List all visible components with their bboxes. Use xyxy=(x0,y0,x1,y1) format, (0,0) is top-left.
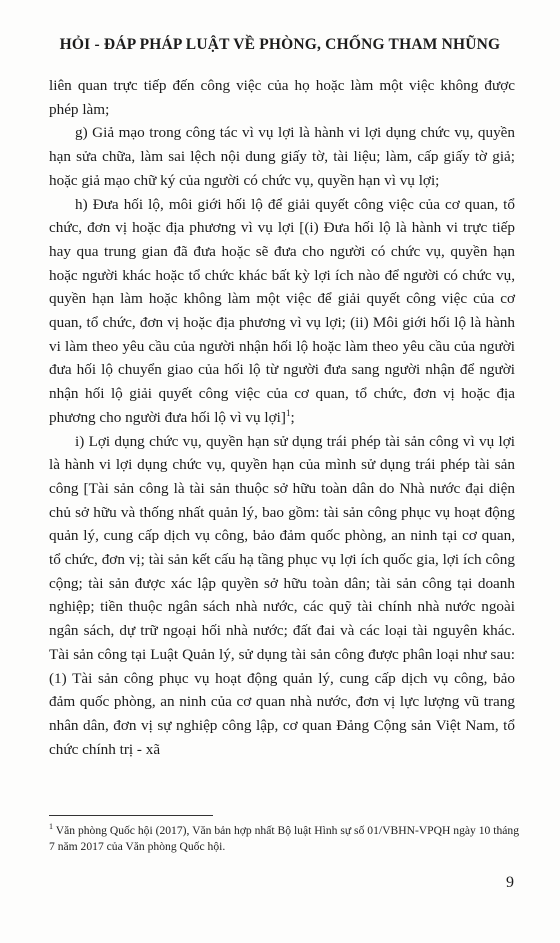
body-text xyxy=(49,74,515,761)
footnote-reference[interactable]: 1 xyxy=(285,407,291,418)
paragraph-h-end: ; xyxy=(290,408,295,426)
footnote xyxy=(49,823,519,855)
paragraph-h xyxy=(49,193,515,430)
footnote-marker: 1 xyxy=(49,822,53,832)
footnote-text: Văn phòng Quốc hội (2017), Văn bản hợp nhất Bộ luật Hình sự số 01/VBHN-VPQH ngày 10 tháng 7 năm 2017 của Văn phòng Quốc hội. xyxy=(49,824,519,853)
paragraph-i: i) Lợi dụng chức vụ, quyền hạn sử dụng trái phép tài sản công vì vụ lợi là hành vi lợi dụng chức vụ, quyền hạn của mình sử dụng trái phép tài sản công [Tài sản công là tài sản thuộc sở hữu toàn dân do Nhà nước đại diện chủ sở hữu và thống nhất quản lý, bao gồm: tài sản công phục vụ hoạt động quản lý, cung cấp dịch vụ công, bảo đảm quốc phòng, an ninh tại cơ quan, tổ chức, đơn vị; tài sản kết cấu hạ tầng phục vụ lợi ích quốc gia, lợi ích công cộng; tài sản được xác lập quyền sở hữu toàn dân; tài sản công tại doanh nghiệp; tiền thuộc ngân sách nhà nước, các quỹ tài chính nhà nước ngoài ngân sách, dự trữ ngoại hối nhà nước; đất đai và các loại tài nguyên khác. Tài sản công tại Luật Quản lý, sử dụng tài sản công được phân loại như sau: (1) Tài sản công phục vụ hoạt động quản lý, cung cấp dịch vụ công, bảo đảm quốc phòng, an ninh của cơ quan nhà nước, đơn vị lực lượng vũ trang nhân dân, đơn vị sự nghiệp công lập, cơ quan Đảng Cộng sản Việt Nam, tổ chức chính trị - xã xyxy=(49,432,515,758)
paragraph-g: g) Giả mạo trong công tác vì vụ lợi là hành vi lợi dụng chức vụ, quyền hạn sửa chữa, làm sai lệch nội dung giấy tờ, tài liệu; làm, cấp giấy tờ giả; hoặc giả mạo chữ ký của người có chức vụ, quyền hạn vì vụ lợi; xyxy=(49,124,515,189)
footnote-divider xyxy=(49,815,213,816)
paragraph-h-text: h) Đưa hối lộ, môi giới hối lộ để giải quyết công việc của cơ quan, tổ chức, đơn vị hoặc địa phương vì vụ lợi [(i) Đưa hối lộ là hành vi trực tiếp hay qua trung gian đã đưa hoặc sẽ đưa cho người có chức vụ, quyền hạn hoặc người khác hoặc tổ chức khác bất kỳ lợi ích nào để người có chức vụ, quyền hạn làm hoặc không làm một việc để giải quyết công việc của cơ quan, tổ chức, đơn vị hoặc địa phương vì vụ lợi; (ii) Môi giới hối lộ là hành vi làm theo yêu cầu của người nhận hối lộ hoặc làm theo yêu cầu của người đưa hối lộ chuyển giao của hối lộ từ người đưa sang người nhận để người nhận hối lộ giải quyết công việc của cơ quan, tổ chức, đơn vị hoặc địa phương cho người đưa hối lộ vì vụ lợi] xyxy=(49,195,515,426)
page-number: 9 xyxy=(506,874,514,891)
running-head: HỎI - ĐÁP PHÁP LUẬT VỀ PHÒNG, CHỐNG THAM NHŨNG xyxy=(59,36,501,53)
paragraph-continuation: liên quan trực tiếp đến công việc của họ hoặc làm một việc không được phép làm; xyxy=(49,77,515,118)
